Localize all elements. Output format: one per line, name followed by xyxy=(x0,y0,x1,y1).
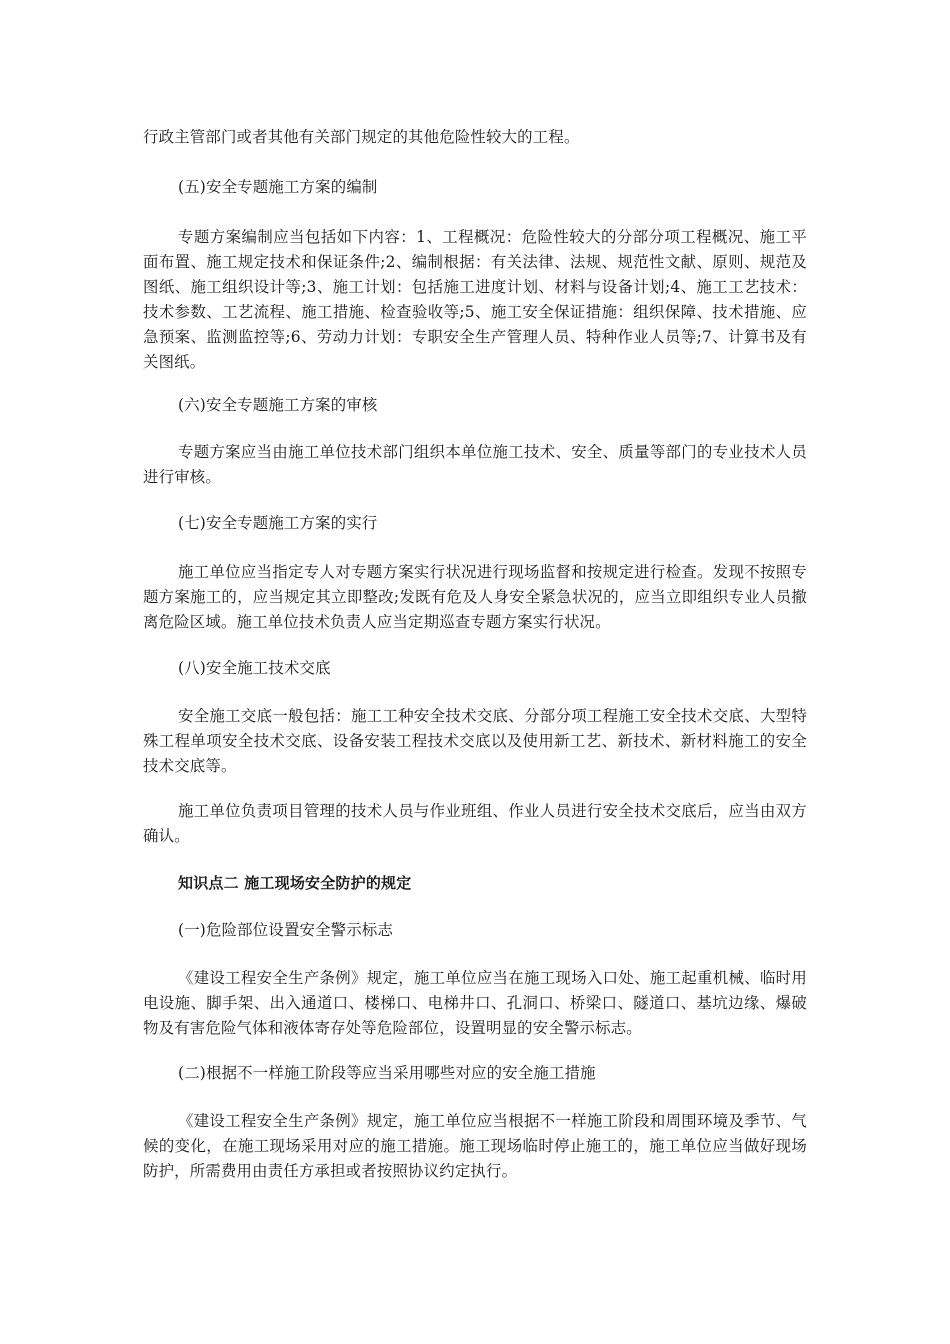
paragraph-5: 专题方案编制应当包括如下内容：1、工程概况：危险性较大的分部分项工程概况、施工平面布置、施工规定技术和保证条件;2、编制根据：有关法律、法规、规范性文献、原则、规范及图纸、施工组织设计等;3、施工计划：包括施工进度计划、材料与设备计划;4、施工工艺技术：技术参数、工艺流程、施工措施、检查验收等;5、施工安全保证措施：组织保障、技术措施、应急预案、监测监控等;6、劳动力计划：专职安全生产管理人员、特种作业人员等;7、计算书及有关图纸。 xyxy=(143,228,807,371)
subsection-heading-1: (一)危险部位设置安全警示标志 xyxy=(178,921,394,939)
paragraph-8a: 安全施工交底一般包括：施工工种安全技术交底、分部分项工程施工安全技术交底、大型特殊工程单项安全技术交底、设备安装工程技术交底以及使用新工艺、新技术、新材料施工的安全技术交底等。 xyxy=(143,707,807,775)
knowledge-point-heading: 知识点二 施工现场安全防护的规定 xyxy=(178,874,412,892)
section-heading-5: (五)安全专题施工方案的编制 xyxy=(178,178,378,196)
continued-paragraph: 行政主管部门或者其他有关部门规定的其他危险性较大的工程。 xyxy=(143,128,580,146)
paragraph-7: 施工单位应当指定专人对专题方案实行状况进行现场监督和按规定进行检查。发现不按照专题方案施工的，应当规定其立即整改;发既有危及人身安全紧急状况的，应当立即组织专业人员撤离危险区域。施工单位技术负责人应当定期巡查专题方案实行状况。 xyxy=(143,563,807,631)
section-heading-7: (七)安全专题施工方案的实行 xyxy=(178,514,378,532)
paragraph-8b: 施工单位负责项目管理的技术人员与作业班组、作业人员进行安全技术交底后，应当由双方确认。 xyxy=(143,802,807,845)
subsection-paragraph-2: 《建设工程安全生产条例》规定，施工单位应当根据不一样施工阶段和周围环境及季节、气候的变化，在施工现场采用对应的施工措施。施工现场临时停止施工的，施工单位应当做好现场防护，所需费用由责任方承担或者按照协议约定执行。 xyxy=(143,1112,807,1180)
paragraph-6: 专题方案应当由施工单位技术部门组织本单位施工技术、安全、质量等部门的专业技术人员进行审核。 xyxy=(143,443,807,486)
section-heading-6: (六)安全专题施工方案的审核 xyxy=(178,396,378,414)
subsection-heading-2: (二)根据不一样施工阶段等应当采用哪些对应的安全施工措施 xyxy=(178,1064,596,1082)
section-heading-8: (八)安全施工技术交底 xyxy=(178,659,331,677)
subsection-paragraph-1: 《建设工程安全生产条例》规定，施工单位应当在施工现场入口处、施工起重机械、临时用电设施、脚手架、出入通道口、楼梯口、电梯井口、孔洞口、桥梁口、隧道口、基坑边缘、爆破物及有害危险气体和液体寄存处等危险部位，设置明显的安全警示标志。 xyxy=(143,969,807,1037)
